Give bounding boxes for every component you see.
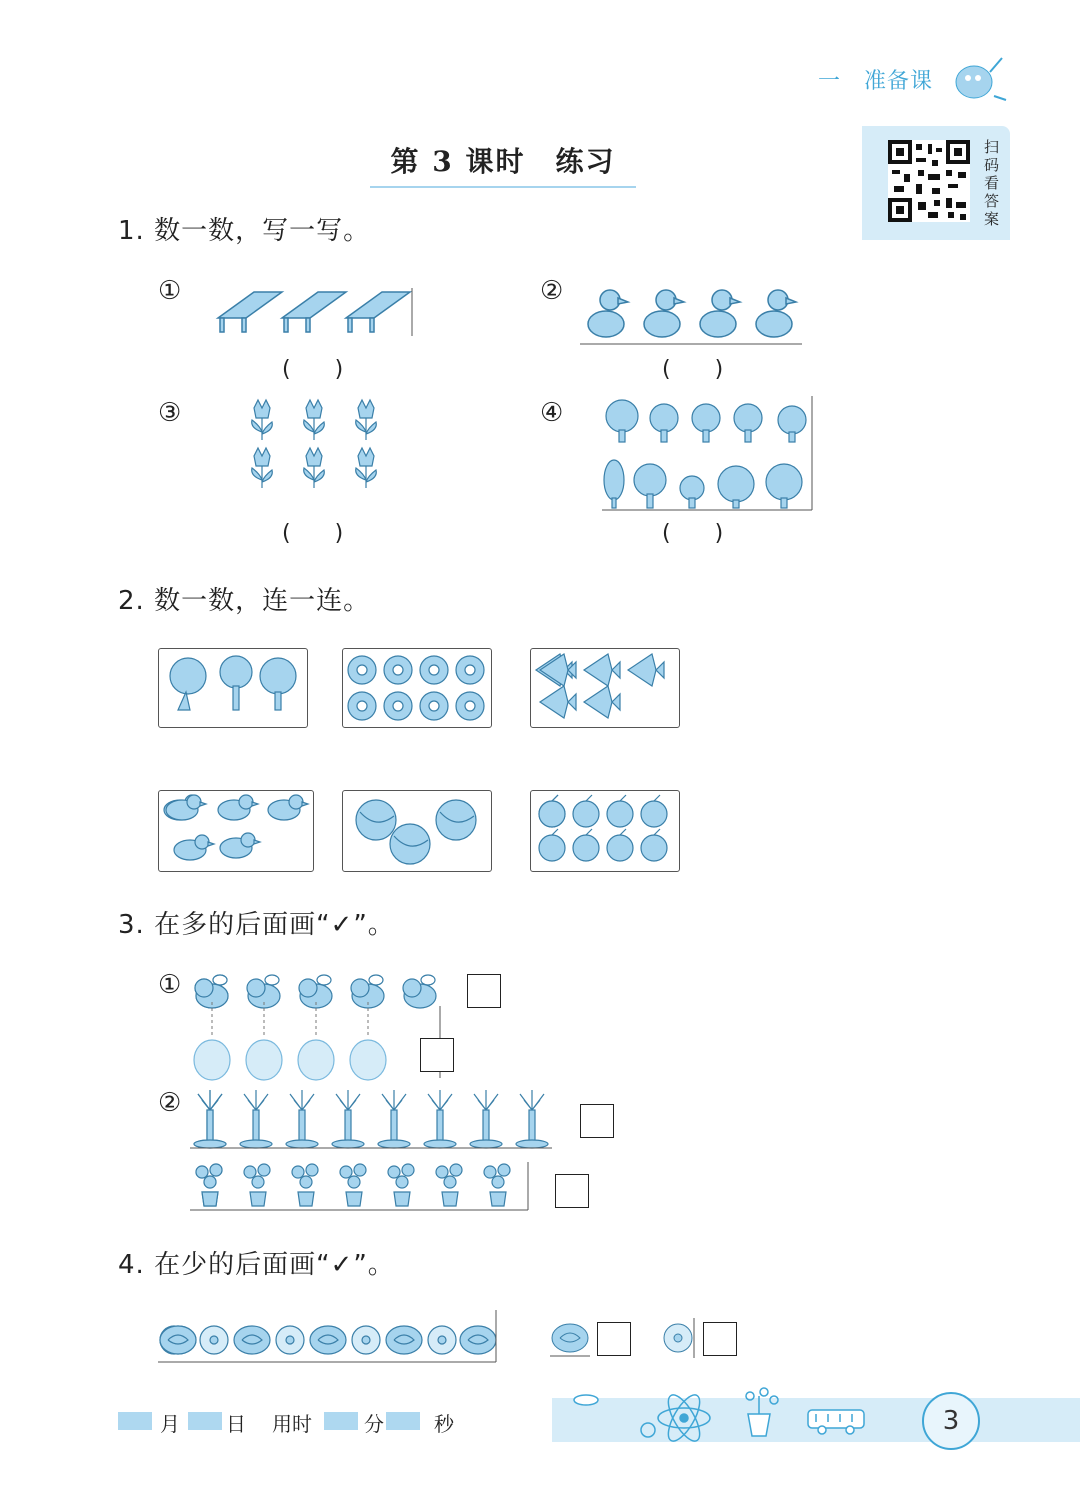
answer-blank[interactable]: ( ) (282, 521, 344, 546)
check-box[interactable] (555, 1174, 589, 1208)
day-box[interactable] (188, 1412, 222, 1430)
month-label: 月 (160, 1412, 180, 1436)
seconds-label: 秒 (434, 1412, 454, 1436)
five-birds-picture (158, 790, 312, 870)
tulips-picture (246, 398, 386, 494)
time-used-label: 用时 (272, 1412, 312, 1436)
three-balls-picture (342, 790, 490, 870)
item-number: ① (158, 276, 182, 306)
question-text: 在多的后面画“✓”。 (154, 910, 395, 940)
answer-blank[interactable]: ( ) (662, 357, 724, 382)
mascot-icon (950, 52, 1010, 104)
check-box[interactable] (597, 1322, 631, 1356)
item-number: ④ (540, 398, 564, 428)
qr-code-icon[interactable] (888, 140, 970, 222)
check-box[interactable] (420, 1038, 454, 1072)
qr-label: 扫码看答案 (984, 138, 1000, 228)
question-text: 数一数，写一写。 (154, 216, 371, 246)
question-4 (118, 1244, 395, 1281)
answer-blank[interactable]: ( ) (662, 521, 724, 546)
ducks-picture (580, 286, 802, 346)
check-box[interactable] (467, 974, 501, 1008)
rose-icon (548, 1318, 592, 1358)
three-trees-picture (158, 648, 306, 726)
question-number: 4. (118, 1250, 145, 1280)
eight-apples-picture (530, 790, 678, 870)
check-box[interactable] (580, 1104, 614, 1138)
question-1 (118, 210, 370, 247)
question-number: 1. (118, 216, 145, 246)
day-label: 日 (226, 1412, 246, 1436)
seconds-box[interactable] (386, 1412, 420, 1430)
question-text: 数一数，连一连。 (154, 586, 371, 616)
item-number: ① (158, 970, 182, 1000)
five-fish-picture (530, 648, 678, 726)
potted-plants-picture (190, 1162, 530, 1212)
balloons-picture (190, 1006, 446, 1080)
blossom-icon (660, 1318, 696, 1358)
month-box[interactable] (118, 1412, 152, 1430)
item-number: ② (540, 276, 564, 306)
benches-picture (216, 288, 416, 338)
footer-decor-icons (560, 1384, 880, 1444)
question-2 (118, 580, 370, 617)
item-number: ② (158, 1088, 182, 1118)
section-mark: 一 (818, 69, 843, 94)
bare-trees-picture (190, 1090, 554, 1150)
trees-picture (602, 396, 814, 512)
check-box[interactable] (703, 1322, 737, 1356)
question-text: 在少的后面画“✓”。 (154, 1250, 395, 1280)
section-title: 准备课 (864, 69, 934, 94)
lesson-title: 第 3 课时 练习 (390, 145, 616, 178)
minutes-box[interactable] (324, 1412, 358, 1430)
minutes-label: 分 (364, 1412, 384, 1436)
question-3 (118, 904, 395, 941)
page-number: 3 (922, 1392, 980, 1450)
question-number: 2. (118, 586, 145, 616)
flowers-row-picture (158, 1310, 498, 1364)
eight-flowers-picture (342, 648, 490, 726)
title-underline (370, 186, 636, 188)
question-number: 3. (118, 910, 145, 940)
item-number: ③ (158, 398, 182, 428)
answer-blank[interactable]: ( ) (282, 357, 344, 382)
